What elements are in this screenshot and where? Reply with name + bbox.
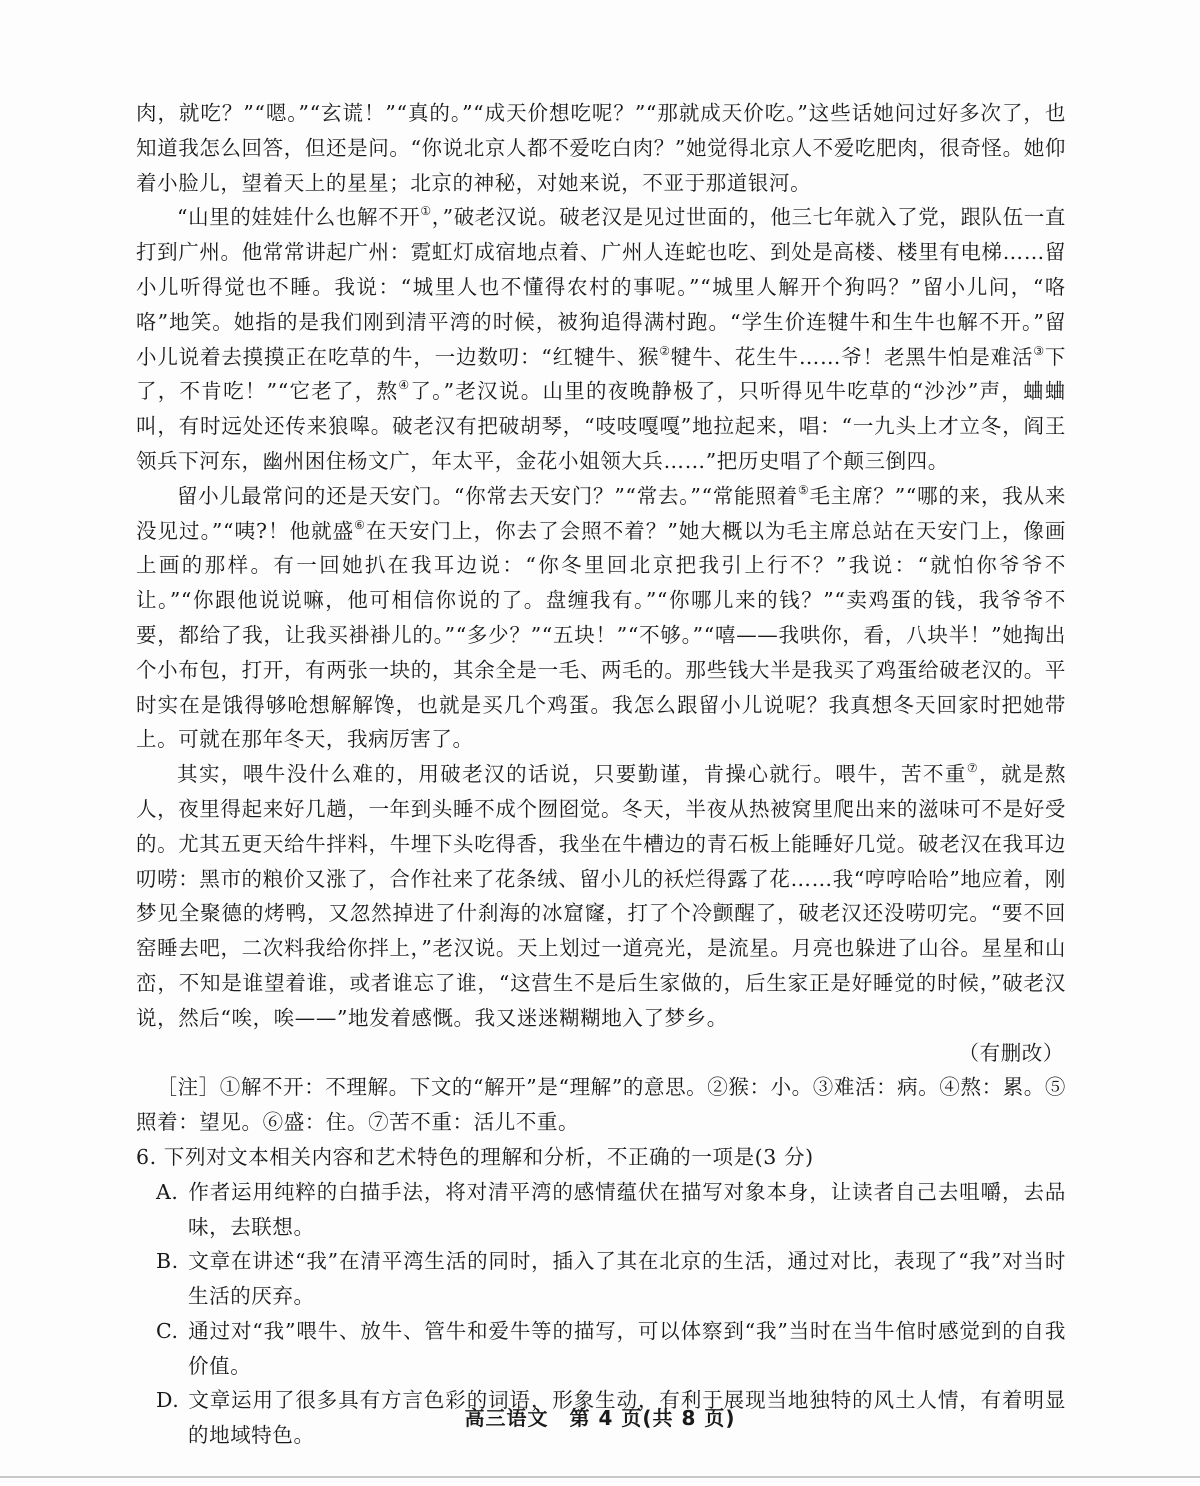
paragraph-text: ，”破老汉说。破老汉是见过世面的，他三七年就入了党，跟队伍一直打到广州。他常常讲起广州：霓虹灯成宿地点着、广州人连蛇也吃、到处是高楼、楼里有电梯……留小儿听得觉也不睡。我说：“城里人也不懂得农村的事呢。”“城里人解开个狗吗？”留小儿问，“咯咯”地笑。她指的是我们刚到清平湾的时候，被狗追得满村跑。“学生价连犍牛和生牛也解不开。”留小儿说着去摸摸正在吃草的牛，一边数叨：“红犍牛、猴 xyxy=(136,205,1066,369)
option-letter: D. xyxy=(156,1388,180,1413)
footnote-marker: ⑥ xyxy=(354,517,366,532)
passage-paragraph-2 xyxy=(136,200,1066,478)
paragraph-text: ，就是熬人，夜里得起来好几趟，一年到头睡不成个囫囵觉。冬天，半夜从热被窝里爬出来的滋味可不是好受的。尤其五更天给牛拌料，牛埋下头吃得香，我坐在牛槽边的青石板上能睡好几觉。破老汉在我耳边叨唠：黑市的粮价又涨了，合作社来了花条绒、留小儿的袄烂得露了花……我“哼哼哈哈”地应着，刚梦见全聚德的烤鸭，又忽然掉进了什刹海的冰窟窿，打了个冷颤醒了，破老汉还没唠叨完。“要不回窑睡去吧，二次料我给你拌上，”老汉说。天上划过一道亮光，是流星。月亮也躲进了山谷。星星和山峦，不知是谁望着谁，或者谁忘了谁，“这营生不是后生家做的，后生家正是好睡觉的时候，”破老汉说，然后“唉，唉——”地发着感慨。我又迷迷糊糊地入了梦乡。 xyxy=(136,762,1066,1030)
option-text: 文章在讲述“我”在清平湾生活的同时，插入了其在北京的生活，通过对比，表现了“我”对当时生活的厌弃。 xyxy=(188,1249,1066,1309)
reading-passage xyxy=(136,96,1066,1453)
option-b xyxy=(136,1244,1066,1314)
option-text: 文章运用了很多具有方言色彩的词语，形象生动，有利于展现当地独特的风土人情，有着明显的地域特色。 xyxy=(188,1388,1066,1448)
option-c xyxy=(136,1314,1066,1384)
option-text: 通过对“我”喂牛、放牛、管牛和爱牛等的描写，可以体察到“我”当时在当牛倌时感觉到的自我价值。 xyxy=(188,1318,1066,1378)
annotation-notes: ［注］①解不开：不理解。下文的“解开”是“理解”的意思。②猴：小。③难活：病。④熬：累。⑤照着：望见。⑥盛：住。⑦苦不重：活儿不重。 xyxy=(136,1075,1066,1135)
paragraph-text: 毛主席？”“哪的来，我从来没见过。”“咦?！他就盛 xyxy=(136,483,1066,543)
bottom-rule xyxy=(0,1476,1200,1478)
option-letter: B. xyxy=(156,1249,179,1274)
paragraph-text: “山里的娃娃什么也解不开 xyxy=(177,205,421,230)
paragraph-text: 在天安门上，你去了会照不着？”她大概以为毛主席总站在天安门上，像画上画的那样。有一回她扒在我耳边说：“你冬里回北京把我引上行不？”我说：“就怕你爷爷不让。”“你跟他说说嘛，他可相信你说的了。盘缠我有。”“你哪儿来的钱？”“卖鸡蛋的钱，我爷爷不要，都给了我，让我买褂褂儿的。”“多少？”“五块！”“不够。”“嘻——我哄你，看，八块半！”她掏出个小布包，打开，有两张一块的，其余全是一毛、两毛的。那些钱大半是我买了鸡蛋给破老汉的。平时实在是饿得够呛想解解馋，也就是买几个鸡蛋。我怎么跟留小儿说呢？我真想冬天回家时把她带上。可就在那年冬天，我病厉害了。 xyxy=(136,518,1066,752)
paragraph-text: 其实，喂牛没什么难的，用破老汉的话说，只要勤谨，肯操心就行。喂牛，苦不重 xyxy=(177,762,967,787)
footnote-marker: ③ xyxy=(1033,343,1045,358)
paragraph-text: 犍牛、花生牛……爷！老黑牛怕是难活 xyxy=(670,344,1034,369)
paragraph-text: 了。”老汉说。山里的夜晚静极了，只听得见牛吃草的“沙沙”声，蛐蛐叫，有时远处还传来狼嗥。破老汉有把破胡琴，“吱吱嘎嘎”地拉起来，唱：“一九头上才立冬，阎王领兵下河东，幽州困住杨文广，年太平，金花小姐领大兵……”把历史唱了个颠三倒四。 xyxy=(136,379,1067,473)
passage-paragraph-3 xyxy=(136,479,1066,757)
page-footer: 高三语文 第 4 页(共 8 页) xyxy=(464,1406,736,1430)
footnote-marker: ② xyxy=(659,343,671,358)
passage-paragraph-4 xyxy=(136,757,1066,1035)
paragraph-text: 留小儿最常问的还是天安门。“你常去天安门？”“常去。”“常能照着 xyxy=(177,483,798,508)
option-text: 作者运用纯粹的白描手法，将对清平湾的感情蕴伏在描写对象本身，让读者自己去咀嚼，去品味，去联想。 xyxy=(188,1179,1066,1239)
footnote-marker: ⑦ xyxy=(966,761,980,776)
question-stem: 6. 下列对文本相关内容和艺术特色的理解和分析，不正确的一项是(3 分) xyxy=(136,1144,814,1169)
passage-paragraph-1 xyxy=(136,96,1066,200)
option-letter: A. xyxy=(156,1179,179,1204)
footnote-marker: ⑤ xyxy=(797,482,810,497)
option-a xyxy=(136,1175,1066,1245)
source-note: （有删改） xyxy=(958,1040,1064,1065)
footnote-marker: ① xyxy=(420,204,432,219)
paragraph-text: 肉，就吃？”“嗯。”“玄谎！”“真的。”“成天价想吃呢？”“那就成天价吃。”这些话她问过好多次了，也知道我怎么回答，但还是问。“你说北京人都不爱吃白肉？”她觉得北京人不爱吃肥肉，很奇怪。她仰着小脸儿，望着天上的星星；北京的神秘，对她来说，不亚于那道银河。 xyxy=(136,101,1066,195)
option-letter: C. xyxy=(156,1318,179,1343)
paragraph-text: 下了，不肯吃！”“它老了，熬 xyxy=(136,344,1067,404)
footnote-marker: ④ xyxy=(398,378,411,393)
